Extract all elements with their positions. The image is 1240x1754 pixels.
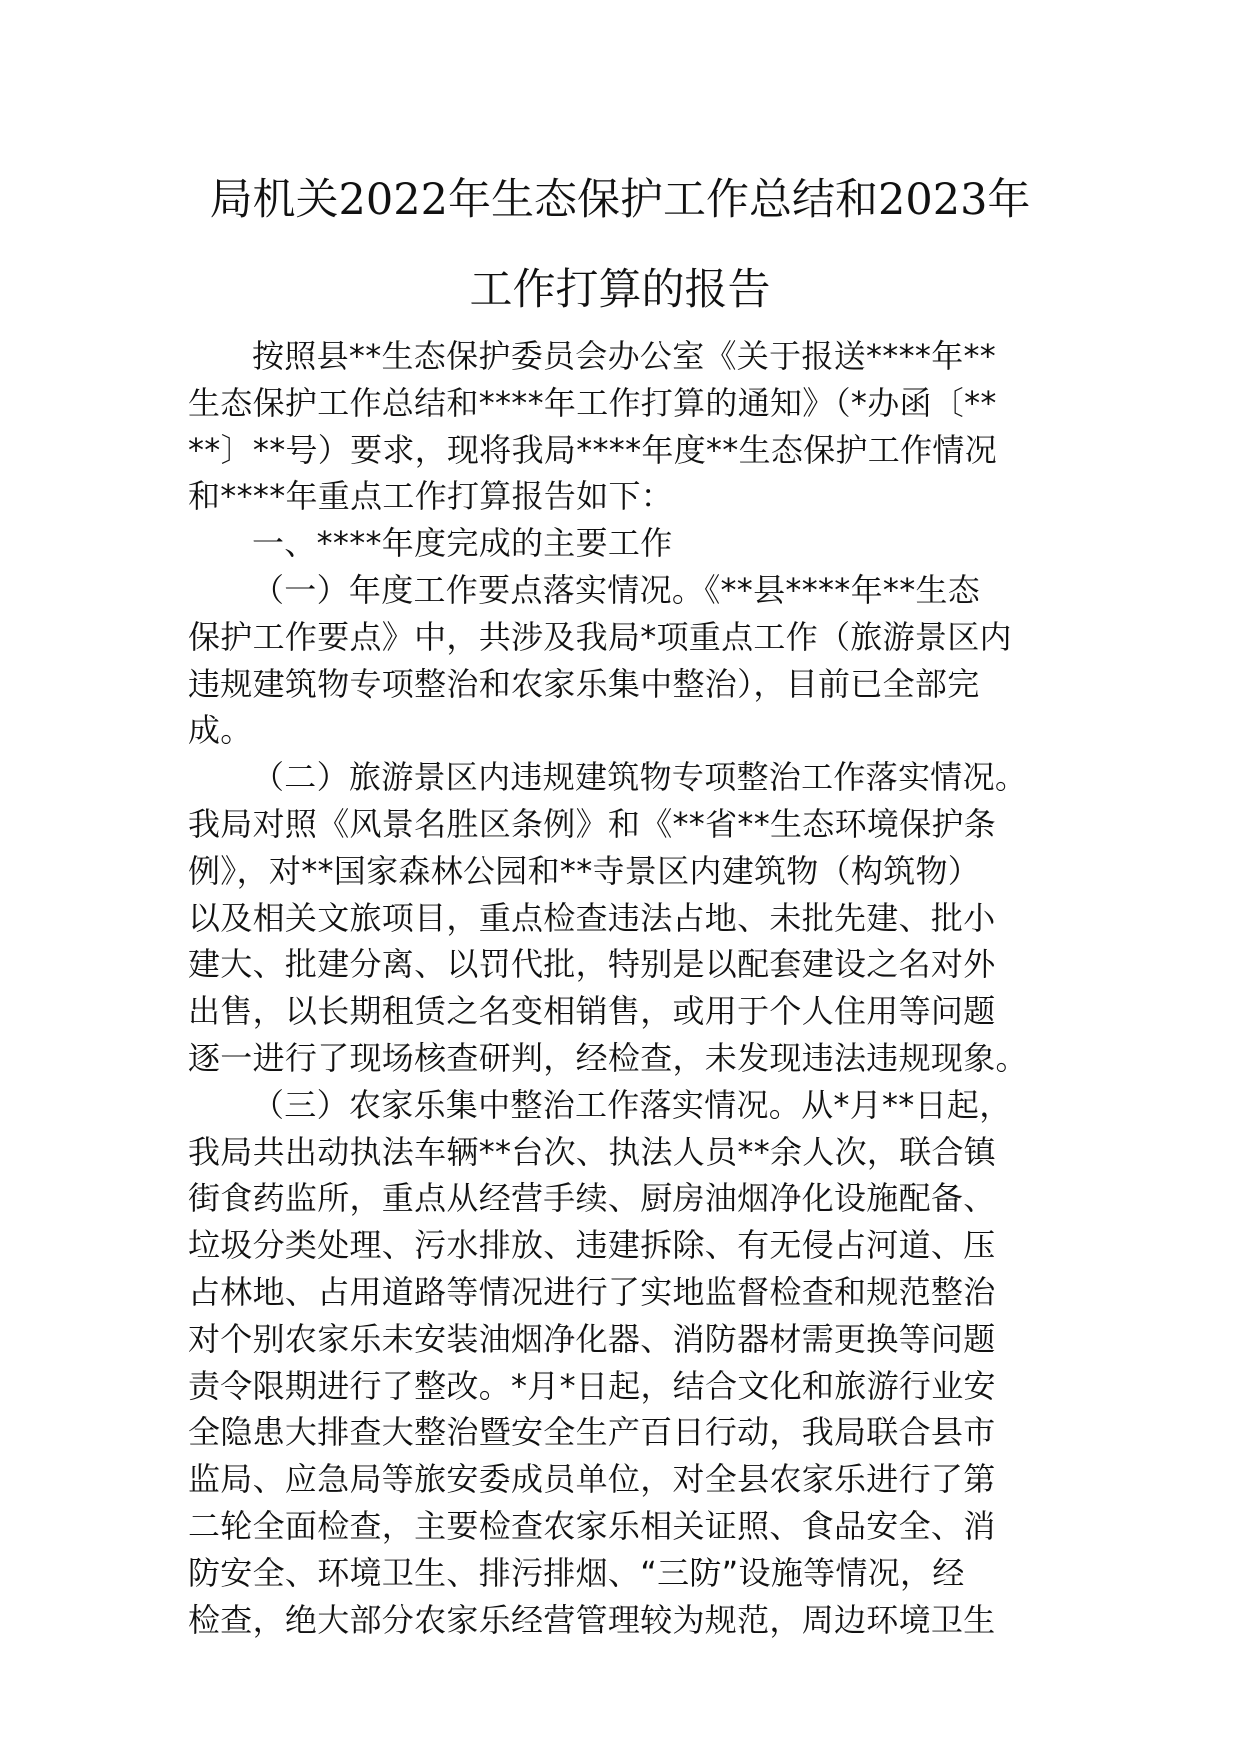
text-line: 垃圾分类处理、污水排放、违建拆除、有无侵占河道、压 bbox=[188, 1226, 996, 1265]
text-line: 一、****年度完成的主要工作 bbox=[252, 524, 673, 563]
text-line: 我局对照《风景名胜区条例》和《**省**生态环境保护条 bbox=[188, 804, 997, 843]
document-title-line-2: 工作打算的报告 bbox=[469, 265, 771, 315]
document-title-line-1: 局机关2022年生态保护工作总结和2023年 bbox=[209, 175, 1031, 225]
text-line: 以及相关文旅项目，重点检查违法占地、未批先建、批小 bbox=[188, 898, 996, 937]
text-line: 生态保护工作总结和****年工作打算的通知》（*办函〔** bbox=[188, 383, 997, 422]
document-body bbox=[188, 333, 1058, 1643]
text-line: 全隐患大排查大整治暨安全生产百日行动，我局联合县市 bbox=[188, 1413, 996, 1452]
text-line: 街食药监所，重点从经营手续、厨房油烟净化设施配备、 bbox=[188, 1179, 996, 1218]
text-line: 成。 bbox=[188, 711, 253, 750]
text-line: 违规建筑物专项整治和农家乐集中整治），目前已全部完 bbox=[188, 664, 980, 703]
text-line: 占林地、占用道路等情况进行了实地监督检查和规范整治 bbox=[188, 1272, 996, 1311]
text-line: 防安全、环境卫生、排污排烟、“三防”设施等情况，经 bbox=[188, 1553, 965, 1592]
text-line: 例》，对**国家森林公园和**寺景区内建筑物（构筑物） bbox=[188, 851, 981, 890]
text-line: **〕**号）要求，现将我局****年度**生态保护工作情况 bbox=[188, 430, 998, 469]
text-line: （三）农家乐集中整治工作落实情况。从*月**日起， bbox=[252, 1085, 1012, 1124]
text-line: 出售，以长期租赁之名变相销售，或用于个人住用等问题 bbox=[188, 992, 996, 1031]
text-line: （一）年度工作要点落实情况。《**县****年**生态 bbox=[252, 570, 981, 609]
text-line: 建大、批建分离、以罚代批，特别是以配套建设之名对外 bbox=[188, 945, 996, 984]
text-line: 责令限期进行了整改。*月*日起，结合文化和旅游行业安 bbox=[188, 1366, 996, 1405]
text-line: 逐一进行了现场核查研判，经检查，未发现违法违规现象。 bbox=[188, 1038, 1028, 1077]
text-line: 二轮全面检查，主要检查农家乐相关证照、食品安全、消 bbox=[188, 1506, 996, 1545]
text-line: 按照县**生态保护委员会办公室《关于报送****年** bbox=[252, 337, 997, 375]
text-line: 和****年重点工作打算报告如下： bbox=[188, 477, 674, 516]
text-line: 对个别农家乐未安装油烟净化器、消防器材需更换等问题 bbox=[188, 1319, 996, 1358]
text-line: （二）旅游景区内违规建筑物专项整治工作落实情况。 bbox=[252, 758, 1028, 797]
text-line: 检查，绝大部分农家乐经营管理较为规范，周边环境卫生 bbox=[188, 1600, 996, 1639]
text-line: 保护工作要点》中，共涉及我局*项重点工作（旅游景区内 bbox=[188, 617, 1012, 656]
text-line: 我局共出动执法车辆**台次、执法人员**余人次，联合镇 bbox=[188, 1132, 997, 1171]
text-line: 监局、应急局等旅安委成员单位，对全县农家乐进行了第 bbox=[188, 1460, 996, 1499]
